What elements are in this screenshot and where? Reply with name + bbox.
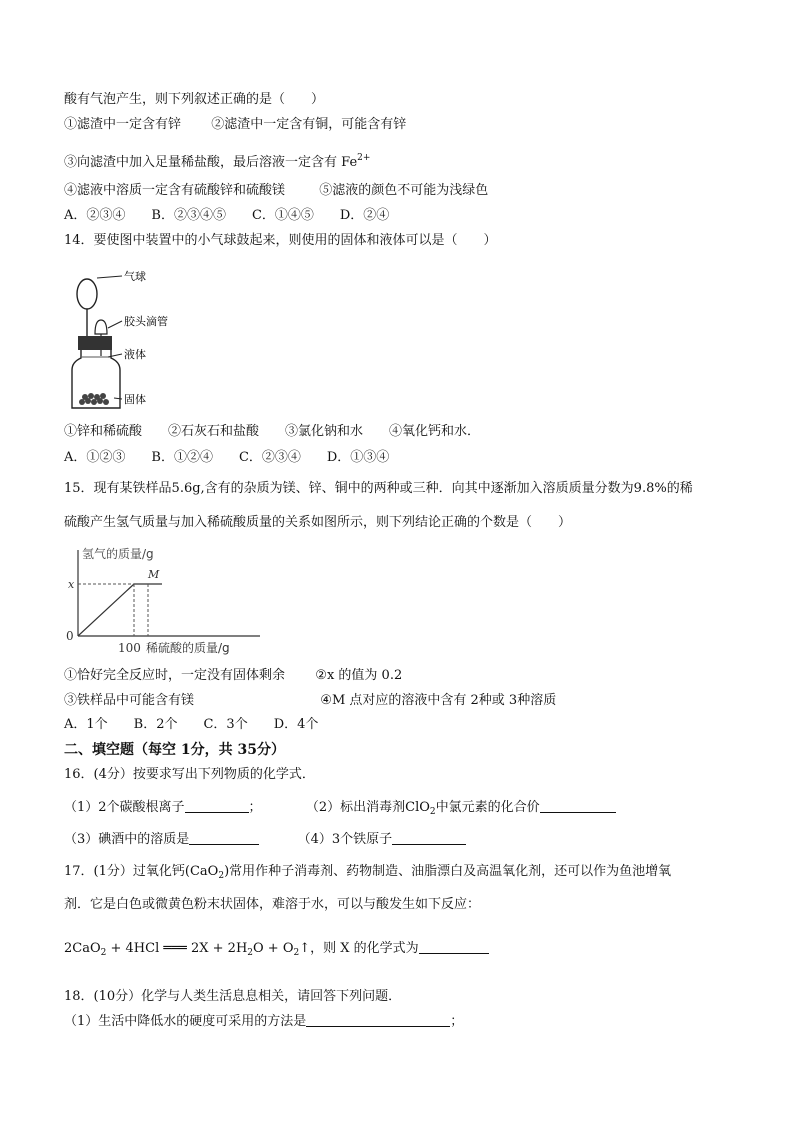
label-dropper: 胶头滴管 xyxy=(124,315,168,328)
clo2-formula: ClO$_2$ xyxy=(405,800,436,817)
q15-option-2: ②x 的值为 0.2 xyxy=(315,668,403,683)
fe-ion: $Fe^{2+}$ xyxy=(341,153,371,170)
answer-blank xyxy=(189,830,259,845)
answer-blank xyxy=(419,939,489,954)
q15-stem-line2: 硫酸产生氢气质量与加入稀硫酸质量的关系如图所示，则下列结论正确的个数是（ ） xyxy=(64,515,572,530)
q18-part-1: （1）生活中降低水的硬度可采用的方法是 ； xyxy=(64,1014,464,1029)
answer-blank xyxy=(392,830,466,845)
q14-choices: A．①②③ B．①②④ C．②③④ D．①③④ xyxy=(64,450,390,465)
label-solid: 固体 xyxy=(124,393,146,406)
q15-choices: A．1个 B．2个 C．3个 D．4个 xyxy=(64,717,319,732)
hydrogen-curve xyxy=(78,584,162,636)
q13-option-5: ⑤滤液的颜色不可能为浅绿色 xyxy=(319,183,489,198)
q16-parts-3-4: （3）碘酒中的溶质是 （4）3个铁原子 xyxy=(64,830,466,849)
origin-label: 0 xyxy=(66,629,74,643)
q16-stem: 16．(4分）按要求写出下列物质的化学式． xyxy=(64,767,315,782)
q14-stem: 14．要使图中装置中的小气球鼓起来，则使用的固体和液体可以是（ ） xyxy=(64,233,497,248)
y-axis-label: 氢气的质量/g xyxy=(82,547,154,561)
y-tick-label: x xyxy=(68,578,75,591)
x-axis-label: 稀硫酸的质量/g xyxy=(146,641,230,655)
answer-blank xyxy=(185,798,249,813)
section-heading: 二、填空题（每空 1分，共 35分） xyxy=(64,742,285,758)
q13-option-3: ③向滤渣中加入足量稀盐酸，最后溶液一定含有 $Fe^{2+}$ xyxy=(64,153,371,170)
q17-equation: 2CaO$_2$ + 4HCl ═══ $2X + 2H_2O$ + $O_2↑$，则 X 的化学式为 xyxy=(64,939,489,962)
q14-options: ①锌和稀硫酸 ②石灰石和盐酸 ③氯化钠和水 ④氧化钙和水． xyxy=(64,424,481,439)
q13-option-1: ①滤渣中一定含有锌 xyxy=(64,117,182,132)
q18-stem: 18．(10分）化学与人类生活息息相关，请回答下列问题． xyxy=(64,989,402,1004)
q16-parts-1-2: （1）2个碳酸根离子 ； （2）标出消毒剂ClO$_2$中氯元素的化合价 xyxy=(64,798,616,821)
q13-option-4: ④滤液中溶质一定含有硫酸锌和硫酸镁 xyxy=(64,183,286,198)
q15-stem-line1: 15．现有某铁样品5.6g,含有的杂质为镁、锌、铜中的两种或三种．向其中逐渐加入溶质质量分数为9.8%的稀 xyxy=(64,481,693,496)
cao2-formula: (CaO$_2$) xyxy=(184,864,230,881)
x-tick-label: 100 xyxy=(118,641,141,655)
q13-stem: 酸有气泡产生，则下列叙述正确的是（ ） xyxy=(64,92,325,107)
q15-options-1-2 xyxy=(64,667,402,685)
answer-blank xyxy=(306,1012,450,1027)
q15-option-4: ④M 点对应的溶液中含有 2种或 3种溶质 xyxy=(320,693,557,708)
q17-line2: 剂．它是白色或微黄色粉末状固体，难溶于水，可以与酸发生如下反应： xyxy=(64,897,481,912)
q15-option-1: ①恰好完全反应时，一定没有固体剩余 xyxy=(64,668,286,683)
apparatus-figure xyxy=(64,258,214,412)
q17-line1: 17．(1分）过氧化钙(CaO$_2$)常用作种子消毒剂、药物制造、油脂漂白及高温氧化剂，还可以作为鱼池增氧 xyxy=(64,864,672,881)
q15-option-3: ③铁样品中可能含有镁 xyxy=(64,693,195,708)
answer-blank xyxy=(540,798,616,813)
label-balloon: 气球 xyxy=(124,270,146,283)
q15-options-3-4 xyxy=(64,692,556,710)
q13-option-2: ②滤渣中一定含有铜，可能含有锌 xyxy=(211,117,407,132)
label-liquid: 液体 xyxy=(124,348,146,361)
point-m-label: M xyxy=(148,568,160,581)
q13-choices: A．②③④ B．②③④⑤ C．①④⑤ D．②④ xyxy=(64,208,390,223)
q13-options-1-2 xyxy=(64,116,406,134)
q13-options-4-5 xyxy=(64,182,488,200)
hydrogen-mass-chart xyxy=(64,542,284,658)
